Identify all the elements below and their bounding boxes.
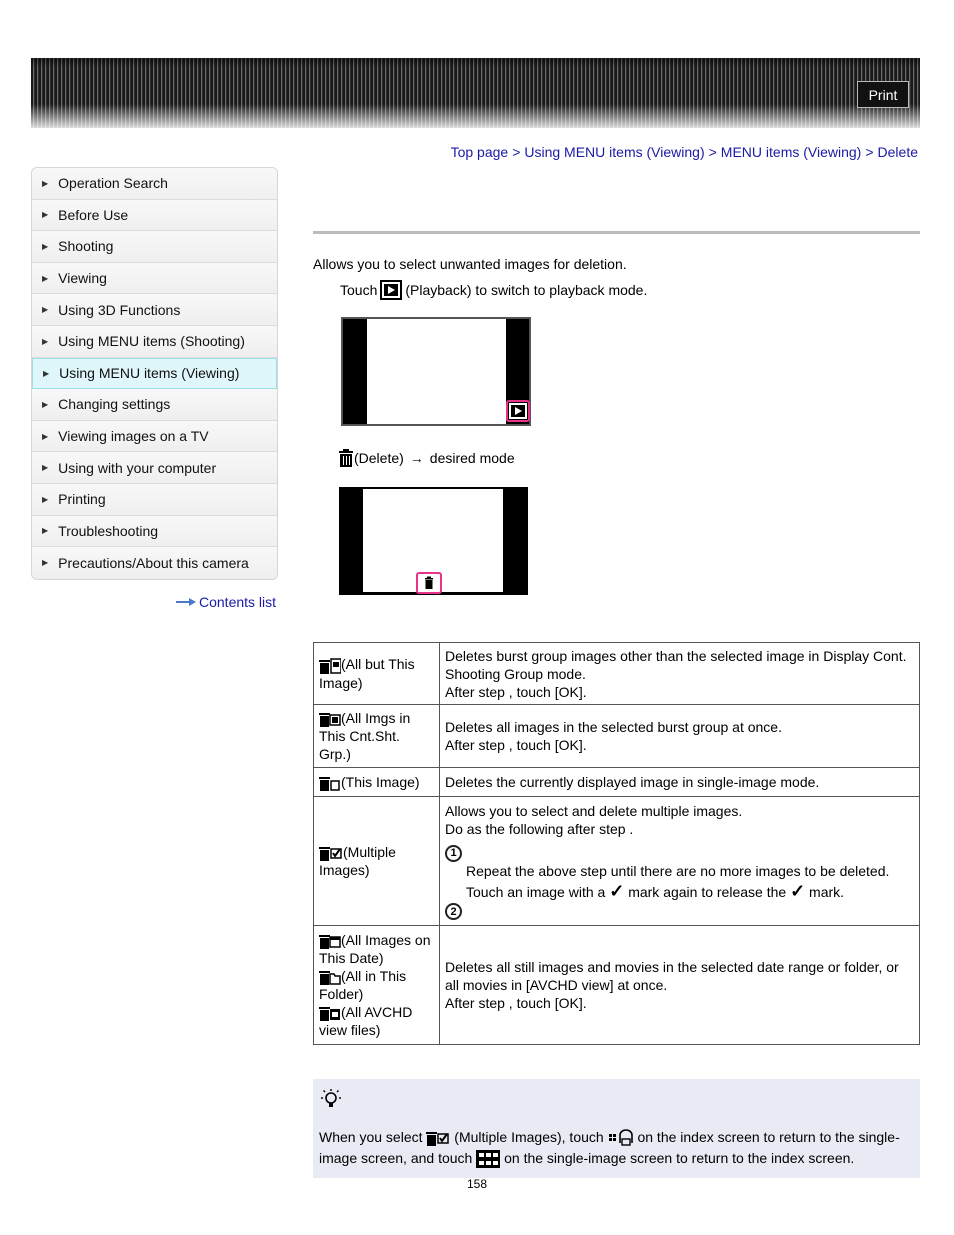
title-divider xyxy=(313,231,920,234)
table-row xyxy=(314,797,920,926)
step-number-1: 1 xyxy=(445,845,462,862)
delete-burst-group-icon xyxy=(319,711,341,727)
sidebar-item-label: Troubleshooting xyxy=(58,522,159,539)
description-cell xyxy=(440,705,920,768)
touch-text-mid: mark again to release the xyxy=(628,883,787,900)
step1-text-before: Touch xyxy=(340,282,378,298)
mode-cell xyxy=(314,643,440,705)
sidebar-item-viewing[interactable] xyxy=(32,263,277,295)
sidebar-item-label: Using MENU items (Viewing) xyxy=(59,365,240,382)
step-2 xyxy=(339,449,515,467)
table-row xyxy=(314,768,920,797)
hint-part-2: (Multiple Images), touch xyxy=(454,1129,604,1145)
breadcrumb-menu-items-viewing[interactable]: MENU items (Viewing) xyxy=(720,144,862,160)
triangle-right-icon: ▶ xyxy=(43,368,50,378)
delete-date-icon xyxy=(319,933,341,949)
sidebar-item-label: Precautions/About this camera xyxy=(58,554,249,571)
playback-button-highlight xyxy=(506,400,530,422)
hint-part-3: on the index screen to return to the single-image screen, and touch xyxy=(319,1129,900,1166)
triangle-right-icon: ▶ xyxy=(42,431,49,441)
touch-text-after: mark. xyxy=(809,883,845,900)
sidebar-item-menu-viewing[interactable] xyxy=(32,358,277,390)
hint-part-1: When you select xyxy=(319,1129,423,1145)
sidebar-item-label: Viewing xyxy=(58,270,107,287)
triangle-right-icon: ▶ xyxy=(42,336,49,346)
mode-label: (All AVCHD view files) xyxy=(319,1004,413,1039)
sidebar-item-label: Shooting xyxy=(58,238,114,255)
triangle-right-icon: ▶ xyxy=(42,178,49,188)
sidebar-item-label: Using 3D Functions xyxy=(58,301,181,318)
description-line: After step , touch [OK]. xyxy=(445,737,587,753)
description-line: Repeat the above step until there are no more images to be deleted. xyxy=(466,862,890,879)
description-line: After step , touch [OK]. xyxy=(445,683,587,700)
mode-label: (All Images on This Date) xyxy=(319,931,431,966)
breadcrumb-using-menu-viewing[interactable]: Using MENU items (Viewing) xyxy=(524,144,705,160)
sidebar-item-computer[interactable] xyxy=(32,452,277,484)
print-button[interactable]: Print xyxy=(857,81,909,108)
delete-folder-icon xyxy=(319,969,341,985)
delete-this-image-icon xyxy=(319,775,341,791)
sidebar-item-menu-shooting[interactable] xyxy=(32,326,277,358)
description-line: Deletes all still images and movies in the selected date range or folder, or all movies in [AVCHD view] at once. xyxy=(445,959,899,993)
hint-box xyxy=(313,1079,920,1178)
sidebar-item-viewing-tv[interactable] xyxy=(32,421,277,453)
step2-text-after: desired mode xyxy=(429,450,515,466)
triangle-right-icon: ▶ xyxy=(42,526,49,536)
camera-screen-playback xyxy=(341,317,531,426)
delete-all-but-this-icon xyxy=(319,658,341,674)
sidebar-item-label: Before Use xyxy=(58,206,129,223)
description-line: Deletes burst group images other than the selected image in Display Cont. Shooting Group mode. xyxy=(445,647,907,682)
sidebar-item-label: Printing xyxy=(58,491,106,508)
breadcrumb xyxy=(451,144,918,160)
sidebar-item-label: Operation Search xyxy=(58,175,168,192)
sidebar-nav xyxy=(31,167,278,580)
description-line: Allows you to select and delete multiple images. xyxy=(445,803,743,819)
step2-arrow: → xyxy=(409,450,424,466)
mode-label: (All in This Folder) xyxy=(319,967,407,1003)
triangle-right-icon: ▶ xyxy=(42,210,49,220)
breadcrumb-separator: > xyxy=(865,144,874,160)
triangle-right-icon: ▶ xyxy=(42,494,49,504)
playback-icon xyxy=(508,402,528,420)
sidebar-item-label: Using MENU items (Shooting) xyxy=(58,333,245,350)
description-line xyxy=(445,882,914,901)
description-cell xyxy=(440,768,920,797)
triangle-right-icon: ▶ xyxy=(42,463,49,473)
intro-text: Allows you to select unwanted images for deletion. xyxy=(313,256,627,272)
mode-cell xyxy=(314,926,440,1045)
breadcrumb-delete[interactable]: Delete xyxy=(877,144,918,160)
playback-icon xyxy=(380,280,402,300)
mode-label: (Multiple Images) xyxy=(319,843,396,879)
camera-screen-delete xyxy=(339,487,528,595)
triangle-right-icon: ▶ xyxy=(42,305,49,315)
step-number-2: 2 xyxy=(445,903,462,920)
sidebar-item-label: Using with your computer xyxy=(58,459,217,476)
checkmark-icon: ✓ xyxy=(609,880,625,901)
hint-text xyxy=(319,1127,909,1169)
mode-label: (All but This Image) xyxy=(319,656,415,691)
step1-text-after: (Playback) to switch to playback mode. xyxy=(405,282,648,298)
step-1 xyxy=(340,280,647,300)
table-row xyxy=(314,705,920,768)
step2-delete-label: (Delete) xyxy=(354,450,404,466)
touch-text-before: Touch an image with a xyxy=(466,883,606,900)
single-image-icon xyxy=(608,1129,634,1147)
breadcrumb-top-page[interactable]: Top page xyxy=(450,144,509,160)
checkmark-icon: ✓ xyxy=(790,880,806,901)
sidebar-item-shooting[interactable] xyxy=(32,231,277,263)
contents-list-link[interactable] xyxy=(176,594,276,610)
sidebar-item-troubleshooting[interactable] xyxy=(32,516,277,548)
delete-avchd-icon xyxy=(319,1005,341,1021)
screen-display-area xyxy=(367,319,506,424)
table-row xyxy=(314,926,920,1045)
trash-icon xyxy=(418,574,440,592)
triangle-right-icon: ▶ xyxy=(42,558,49,568)
description-cell xyxy=(440,926,920,1045)
mode-cell xyxy=(314,797,440,926)
sidebar-item-precautions[interactable] xyxy=(32,547,277,579)
description-cell xyxy=(440,643,920,705)
sidebar-item-changing-settings[interactable] xyxy=(32,389,277,421)
hint-part-4: on the single-image screen to return to the index screen. xyxy=(504,1150,855,1166)
sidebar-item-before-use[interactable] xyxy=(32,200,277,232)
sidebar-item-label: Changing settings xyxy=(58,396,171,413)
delete-multiple-icon xyxy=(319,845,343,861)
delete-modes-table xyxy=(313,642,920,1045)
sidebar-item-label: Viewing images on a TV xyxy=(58,428,209,445)
breadcrumb-separator: > xyxy=(512,144,521,160)
sidebar-item-operation-search[interactable] xyxy=(32,168,277,200)
table-row xyxy=(314,643,920,705)
description-cell xyxy=(440,797,920,926)
delete-multiple-icon xyxy=(426,1130,450,1146)
lightbulb-icon xyxy=(321,1089,341,1109)
description-line: Deletes all images in the selected burst group at once. xyxy=(445,719,782,735)
breadcrumb-separator: > xyxy=(708,144,717,160)
contents-list-label: Contents list xyxy=(199,594,277,610)
delete-button-highlight xyxy=(416,572,442,594)
arrow-right-icon xyxy=(176,598,196,606)
sidebar-item-printing[interactable] xyxy=(32,484,277,516)
trash-icon xyxy=(339,449,353,467)
mode-label: (This Image) xyxy=(341,773,420,790)
triangle-right-icon: ▶ xyxy=(42,273,49,283)
mode-cell xyxy=(314,768,440,797)
page-number: 158 xyxy=(467,1177,488,1191)
description-line: After step , touch [OK]. xyxy=(445,995,587,1011)
triangle-right-icon: ▶ xyxy=(42,399,49,409)
description-line: Do as the following after step . xyxy=(445,821,634,837)
index-grid-icon xyxy=(476,1150,500,1168)
mode-label: (All Imgs in This Cnt.Sht. Grp.) xyxy=(319,709,411,763)
mode-cell xyxy=(314,705,440,768)
sidebar-item-3d-functions[interactable] xyxy=(32,294,277,326)
header-banner xyxy=(31,58,920,128)
description-line: Deletes the currently displayed image in single-image mode. xyxy=(445,774,820,790)
triangle-right-icon: ▶ xyxy=(42,241,49,251)
